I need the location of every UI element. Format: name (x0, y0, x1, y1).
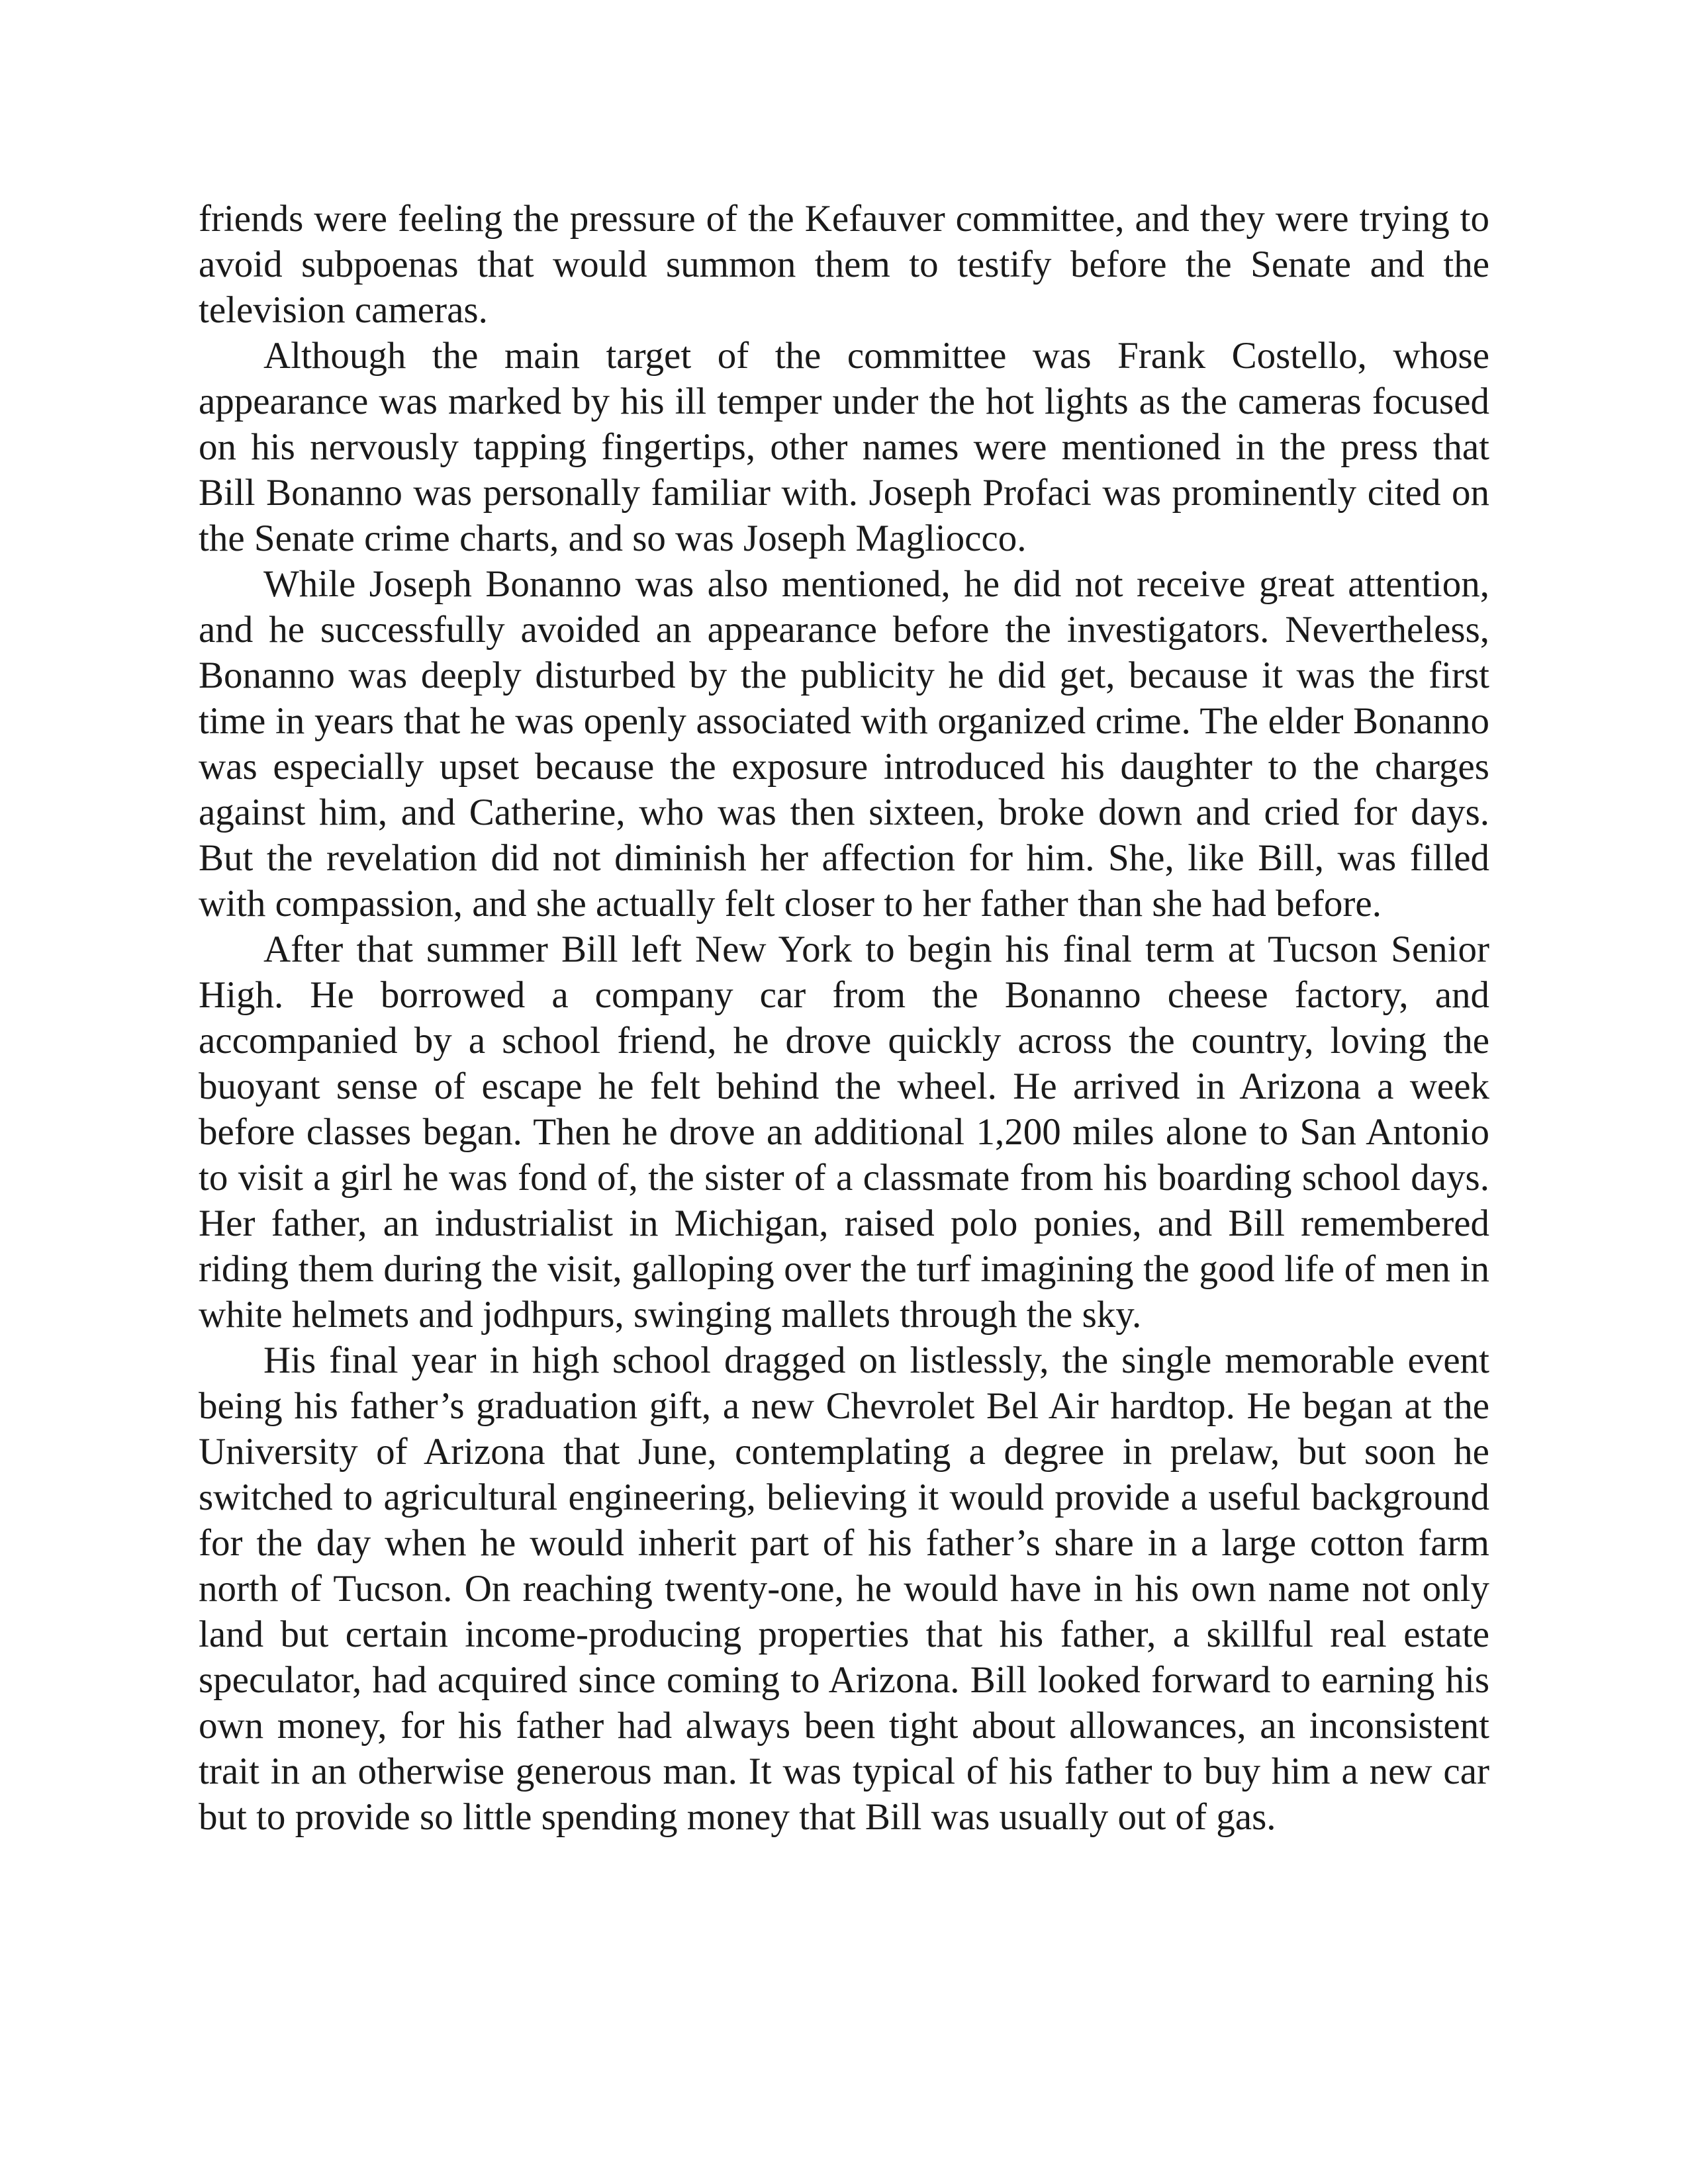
paragraph-4: After that summer Bill left New York to begin his final term at Tucson Senior High. He borrowed a company car from the Bonanno cheese factory, and accompanied by a school friend, he drove quickly across the country, loving the buoyant sense of escape he felt behind the wheel. He arrived in Arizona a week before classes began. Then he drove an additional 1,200 miles alone to San Antonio to visit a girl he was fond of, the sister of a classmate from his boarding school days. Her father, an industrialist in Michigan, raised polo ponies, and Bill remembered riding them during the visit, galloping over the turf imagining the good life of men in white helmets and jodhpurs, swinging mallets through the sky. (199, 929, 1489, 1336)
paragraph-1: friends were feeling the pressure of the Kefauver committee, and they were trying to avoid subpoenas that would summon them to testify before the Senate and the television cameras. (199, 198, 1489, 331)
paragraph-2: Although the main target of the committee was Frank Costello, whose appearance was marked by his ill temper under the hot lights as the cameras focused on his nervously tapping fingertips, other names were mentioned in the press that Bill Bonanno was personally familiar with. Joseph Profaci was prominently cited on the Senate crime charts, and so was Joseph Magliocco. (199, 335, 1489, 559)
paragraph-3: While Joseph Bonanno was also mentioned, he did not receive great attention, and he successfully avoided an appearance before the investigators. Nevertheless, Bonanno was deeply disturbed by the publicity he did get, because it was the first time in years that he was openly associated with organized crime. The elder Bonanno was especially upset because the exposure introduced his daughter to the charges against him, and Catherine, who was then sixteen, broke down and cried for days. But the revelation did not diminish her affection for him. She, like Bill, was filled with compassion, and she actually felt closer to her father than she had before. (199, 563, 1489, 925)
paragraph-5: His final year in high school dragged on listlessly, the single memorable event being his father’s graduation gift, a new Chevrolet Bel Air hardtop. He began at the University of Arizona that June, contemplating a degree in prelaw, but soon he switched to agricultural engineering, believing it would provide a useful background for the day when he would inherit part of his father’s share in a large cotton farm north of Tucson. On reaching twenty-one, he would have in his own name not only land but certain income-producing properties that his father, a skillful real estate speculator, had acquired since coming to Arizona. Bill looked forward to earning his own money, for his father had always been tight about allowances, an inconsistent trait in an otherwise generous man. It was typical of his father to buy him a new car but to provide so little spending money that Bill was usually out of gas. (199, 1340, 1489, 1838)
document-page (199, 196, 1489, 1840)
